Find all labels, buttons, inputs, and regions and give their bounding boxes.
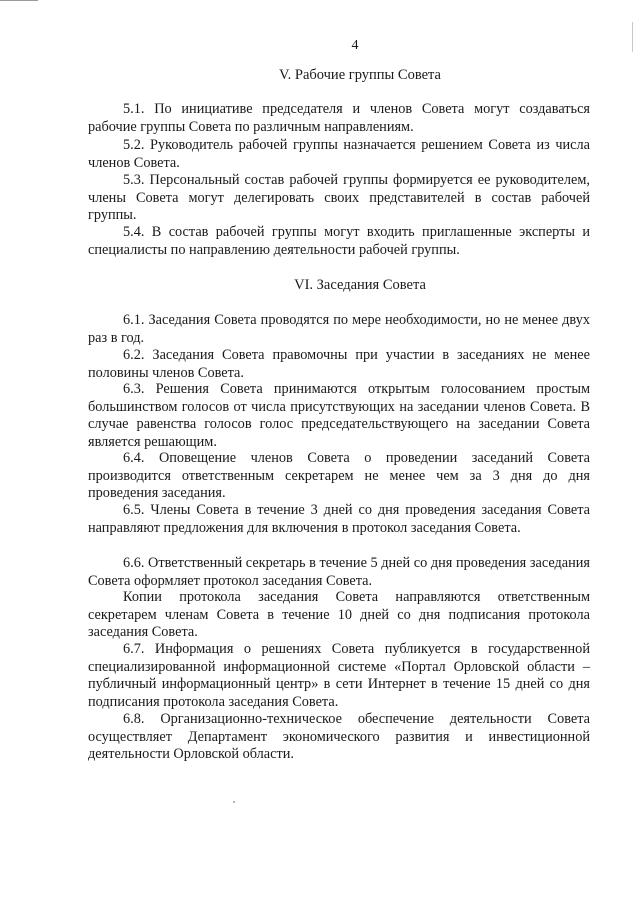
- paragraph-6-8: 6.8. Организационно-техническое обеспечение деятельности Совета осуществляет Департамент экономического развития и инвестиционной деятельности Орловской области.: [88, 711, 590, 763]
- paragraph-5-2: 5.2. Руководитель рабочей группы назначается решением Совета из числа членов Совета.: [88, 137, 590, 171]
- paragraph-6-6: 6.6. Ответственный секретарь в течение 5 дней со дня проведения заседания Совета оформляет протокол заседания Совета.: [88, 555, 590, 589]
- paragraph-6-4: 6.4. Оповещение членов Совета о проведении заседаний Совета производится ответственным секретарем не менее чем за 3 дня до дня проведения заседания.: [88, 450, 590, 502]
- page-number: 4: [351, 38, 359, 53]
- section-5-heading: V. Рабочие группы Совета: [279, 67, 441, 83]
- paragraph-6-6-copies: Копии протокола заседания Совета направляются ответственным секретарем членам Совета в течение 10 дней со дня подписания протокола заседания Совета.: [88, 589, 590, 641]
- paragraph-6-7: 6.7. Информация о решениях Совета публикуется в государственной специализированной информационной системе «Портал Орловской области – публичный информационный центр» в сети Интернет в течение 15 дней со дня подписания протокола заседания Совета.: [88, 641, 590, 711]
- scan-artifact-line: [0, 0, 38, 1]
- section-6-heading: VI. Заседания Совета: [294, 277, 426, 293]
- paragraph-5-3: 5.3. Персональный состав рабочей группы формируется ее руководителем, члены Совета могут делегировать своих представителей в состав рабочей группы.: [88, 172, 590, 224]
- paragraph-6-1: 6.1. Заседания Совета проводятся по мере необходимости, но не менее двух раз в год.: [88, 312, 590, 346]
- paragraph-6-2: 6.2. Заседания Совета правомочны при участии в заседаниях не менее половины членов Совета.: [88, 347, 590, 381]
- scan-artifact-dot: [233, 801, 235, 803]
- paragraph-5-1: 5.1. По инициативе председателя и членов Совета могут создаваться рабочие группы Совета по различным направлениям.: [88, 101, 590, 135]
- paragraph-6-5: 6.5. Члены Совета в течение 3 дней со дня проведения заседания Совета направляют предложения для включения в протокол заседания Совета.: [88, 502, 590, 536]
- paragraph-6-3: 6.3. Решения Совета принимаются открытым голосованием простым большинством голосов от числа присутствующих на заседании членов Совета. В случае равенства голосов голос председательствующего на заседании Совета является решающим.: [88, 381, 590, 451]
- paragraph-5-4: 5.4. В состав рабочей группы могут входить приглашенные эксперты и специалисты по направлению деятельности рабочей группы.: [88, 224, 590, 258]
